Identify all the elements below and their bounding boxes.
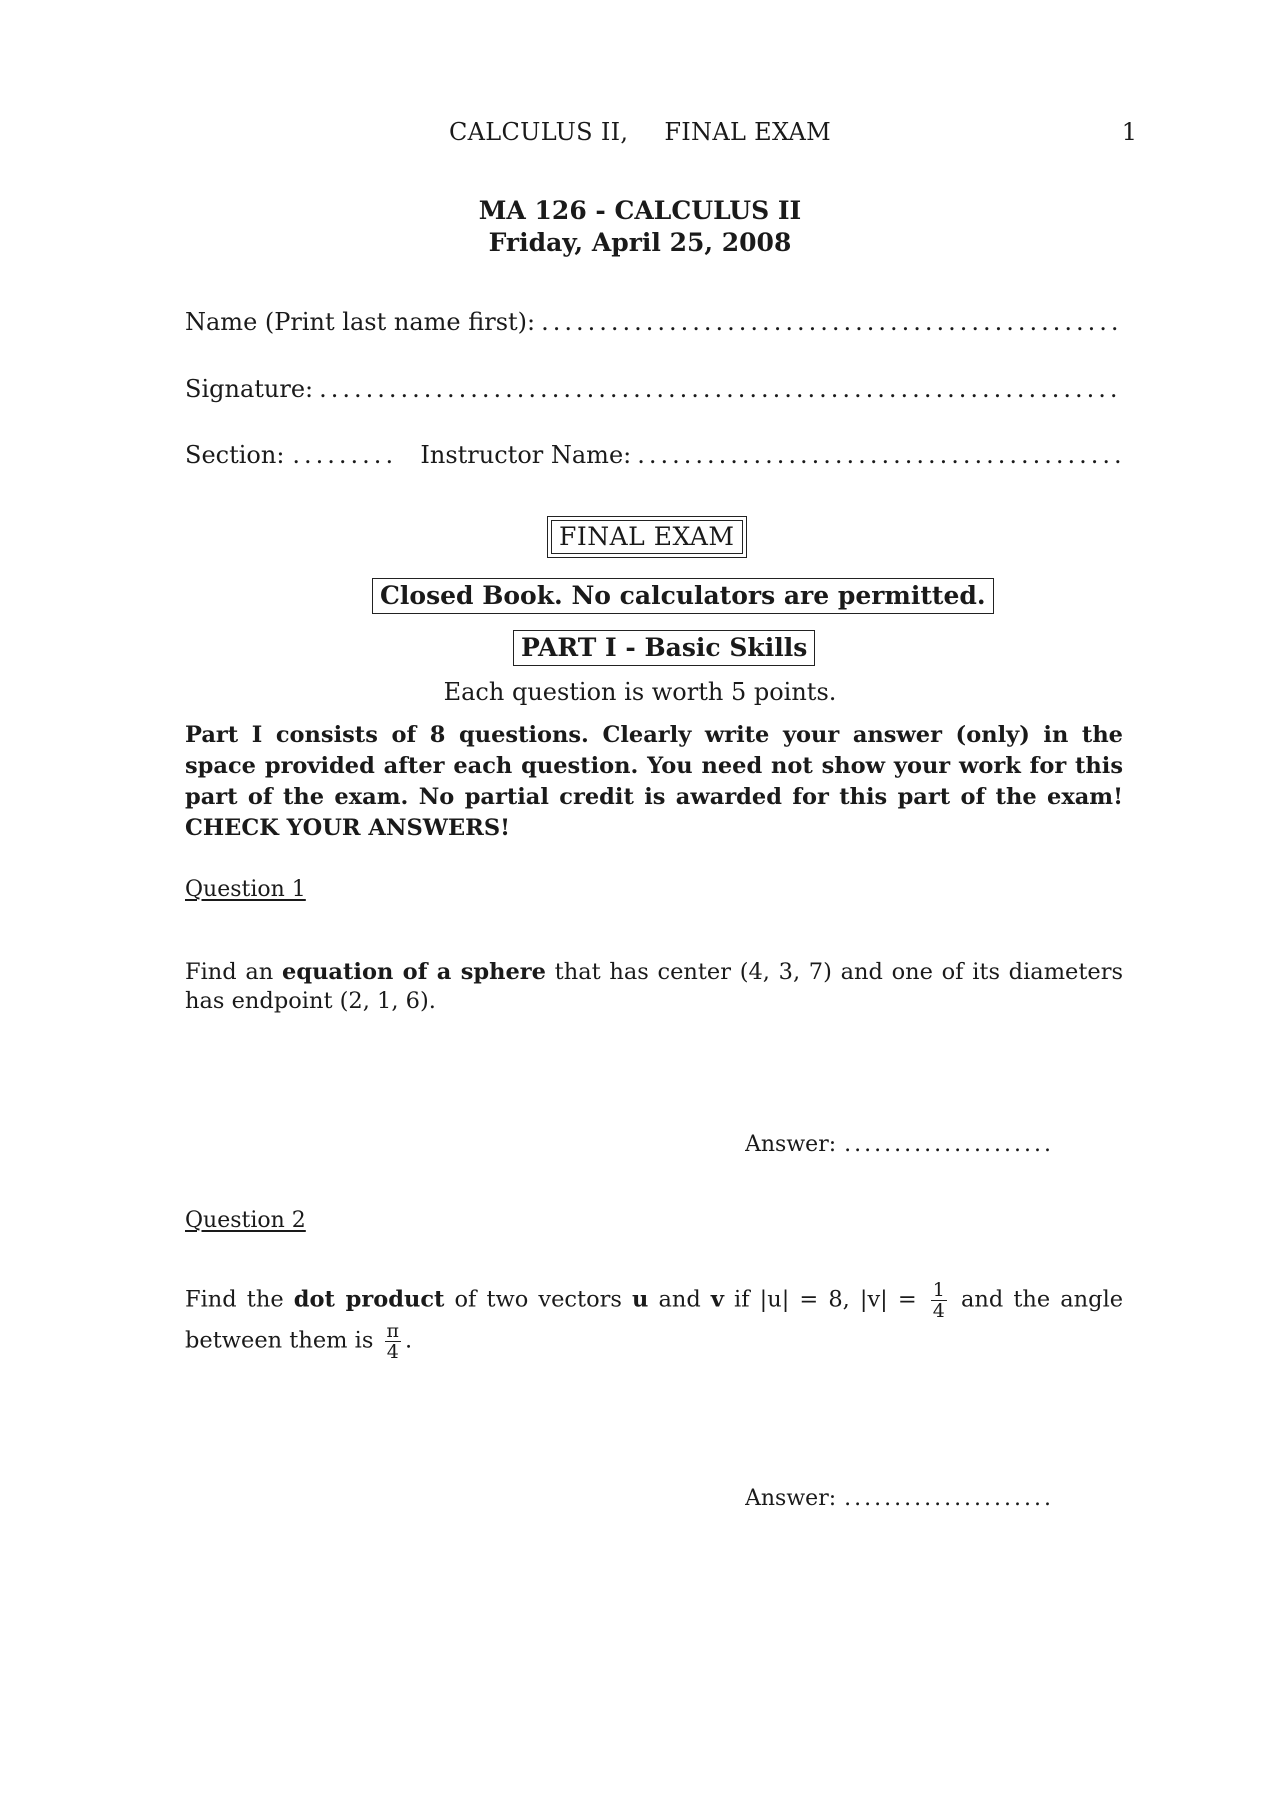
- instructor-label: Instructor Name:: [420, 441, 632, 469]
- fraction-denominator: 4: [386, 1341, 399, 1363]
- signature-field[interactable]: [185, 375, 1120, 403]
- section-label: Section:: [185, 441, 285, 469]
- fraction-numerator: 1: [932, 1279, 945, 1301]
- running-header-exam: FINAL EXAM: [664, 118, 832, 146]
- question-2-answer[interactable]: [745, 1486, 1055, 1511]
- name-label: Name (Print last name first):: [185, 308, 536, 336]
- q2-condition-1: if |u| = 8, |v| =: [734, 1286, 917, 1313]
- instructions: Part I consists of 8 questions. Clearly write your answer (only) in the space provided after each question. You need not show your work for this part of the exam. No partial credit is awarded for this part of the exam! CHECK YOUR ANSWERS!: [185, 722, 1123, 841]
- running-header: [0, 118, 1280, 146]
- q2-condition-2: and the angle between them is: [185, 1286, 1124, 1354]
- q2-and: and: [658, 1286, 701, 1313]
- answer-dotted-line[interactable]: [844, 1132, 1055, 1157]
- course-title: MA 126 - CALCULUS II: [478, 196, 802, 225]
- name-dotted-line[interactable]: [541, 308, 1120, 336]
- final-exam-box: [547, 516, 747, 558]
- q2-vector-v: v: [710, 1286, 724, 1313]
- name-field[interactable]: [185, 308, 1120, 336]
- question-1-text: [185, 958, 1123, 1016]
- question-2-heading: Question 2: [185, 1208, 306, 1233]
- signature-label: Signature:: [185, 375, 314, 403]
- q2-text-bold: dot product: [293, 1286, 445, 1313]
- fraction-denominator: 4: [932, 1300, 945, 1322]
- exam-date: Friday, April 25, 2008: [488, 228, 792, 257]
- instructor-dotted-line[interactable]: [637, 441, 1120, 469]
- question-1-answer[interactable]: [745, 1132, 1055, 1157]
- section-dotted-line[interactable]: [292, 441, 392, 469]
- answer-label: Answer:: [745, 1132, 837, 1157]
- signature-dotted-line[interactable]: [319, 375, 1120, 403]
- page-number: 1: [1121, 118, 1137, 146]
- q1-text-pre: Find an: [185, 959, 274, 985]
- q2-text-mid: of two vectors: [454, 1286, 622, 1313]
- points-note: Each question is worth 5 points.: [443, 678, 837, 706]
- question-2-text: [185, 1280, 1123, 1362]
- q1-text-post: that has center (4, 3, 7) and one of its diameters has endpoint (2, 1, 6).: [185, 959, 1124, 1014]
- closed-book-box: Closed Book. No calculators are permitted.: [372, 578, 994, 614]
- q2-period: .: [405, 1327, 413, 1354]
- section-instructor-row: [185, 441, 1120, 469]
- answer-label: Answer:: [745, 1486, 837, 1511]
- question-1-heading: Question 1: [185, 877, 306, 902]
- q2-vector-u: u: [632, 1286, 649, 1313]
- q2-text-pre: Find the: [185, 1286, 284, 1313]
- fraction-pi-over-four: [385, 1321, 402, 1362]
- q1-text-bold: equation of a sphere: [282, 959, 546, 985]
- answer-dotted-line[interactable]: [844, 1486, 1055, 1511]
- fraction-one-quarter: [931, 1280, 947, 1321]
- running-header-course: CALCULUS II,: [448, 118, 629, 146]
- final-exam-label: FINAL EXAM: [551, 520, 743, 554]
- part-heading-box: PART I - Basic Skills: [513, 630, 815, 666]
- fraction-numerator: π: [386, 1320, 400, 1342]
